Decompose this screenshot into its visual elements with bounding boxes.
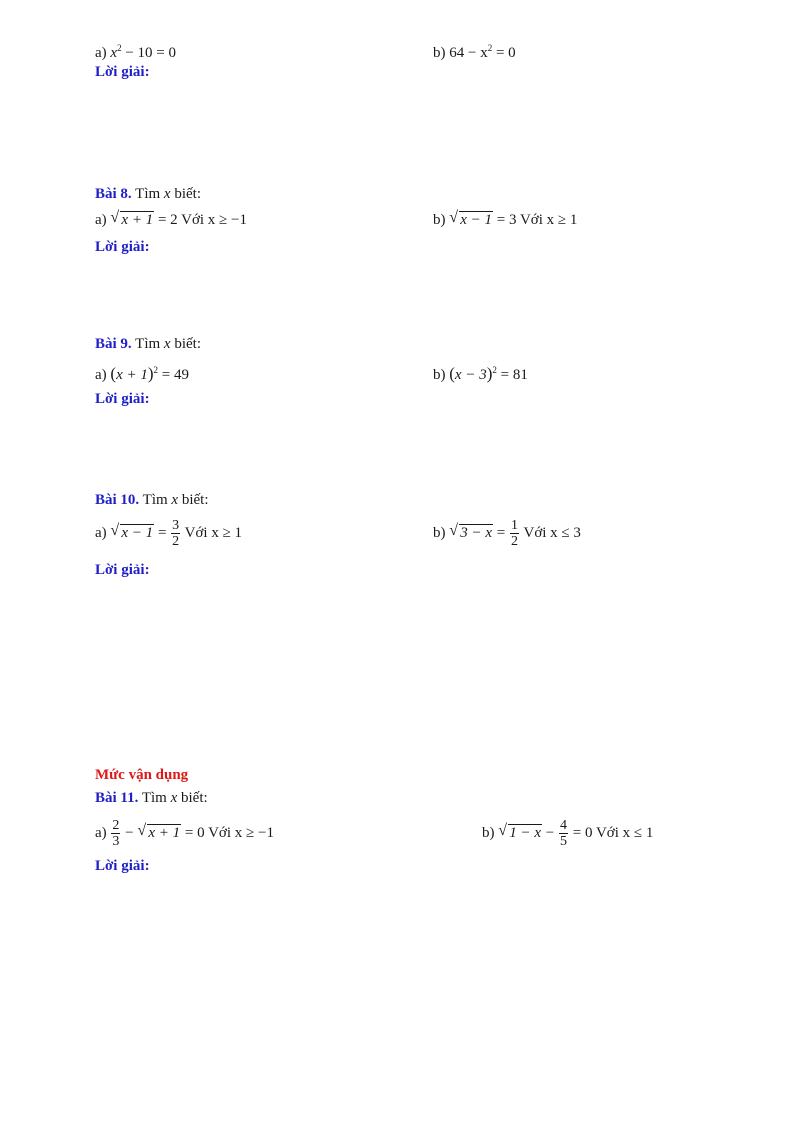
- bai11-title: Bài 11.: [95, 790, 139, 806]
- bai9-solution-label: Lời giải:: [95, 391, 150, 407]
- sqrt-symbol: √ x − 1: [110, 523, 154, 543]
- fraction: $\frac{1}{2}$: [511, 518, 518, 549]
- sqrt-symbol: √ x + 1: [110, 210, 154, 230]
- fraction: $\frac{2}{3}$: [112, 818, 120, 849]
- bai8-solution-label: Lời giải:: [95, 239, 150, 255]
- bai11-solution-label: Lời giải:: [95, 858, 150, 874]
- bai10-heading: Bài 10. Tìm x biết:: [95, 492, 209, 508]
- bai11-heading: Bài 11. Tìm x biết:: [95, 790, 208, 806]
- bai10-part-b: b) √ 3 − x = $\frac{1}{2}$ Với x ≤ 3: [433, 518, 581, 549]
- bai8-part-b: b) √ x − 1 = 3 Với x ≥ 1: [433, 210, 577, 230]
- sqrt-symbol: √ 1 − x: [498, 823, 542, 843]
- bai11-part-b: b) √ 1 − x − $\frac{4}{5}$ = 0 Với x ≤ 1: [482, 818, 653, 849]
- bai8-part-a: a) √ x + 1 = 2 Với x ≥ −1: [95, 210, 247, 230]
- bai10-title: Bài 10.: [95, 492, 140, 508]
- bai8-heading: Bài 8. Tìm x biết:: [95, 186, 202, 202]
- bai9-heading: Bài 9. Tìm x biết:: [95, 336, 202, 352]
- fraction: $\frac{3}{2}$: [172, 518, 180, 549]
- bai7-part-a: a) $x^2 - 10 = 0$: [95, 43, 176, 61]
- bai7-solution-label: Lời giải:: [95, 64, 150, 80]
- bai9-title: Bài 9.: [95, 336, 132, 352]
- bai9-part-a: a) $(x + 1)^2 = 49$: [95, 364, 189, 383]
- sqrt-symbol: √ 3 − x: [449, 523, 493, 543]
- bai8-title: Bài 8.: [95, 186, 132, 202]
- fraction: $\frac{4}{5}$: [560, 818, 567, 849]
- sqrt-symbol: √ x − 1: [449, 210, 493, 230]
- bai7-part-b: b) $64 - x^2 = 0$: [433, 43, 516, 61]
- section-heading-van-dung: Mức vận dụng: [95, 767, 189, 783]
- bai10-part-a: a) √ x − 1 = $\frac{3}{2}$ Với x ≥ 1: [95, 518, 242, 549]
- bai11-part-a: a) $\frac{2}{3}$ − √ x + 1 = 0 Với x ≥ −1: [95, 818, 274, 849]
- bai9-part-b: b) $(x - 3)^2 = 81$: [433, 364, 528, 383]
- sqrt-symbol: √ x + 1: [137, 823, 181, 843]
- bai10-solution-label: Lời giải:: [95, 562, 150, 578]
